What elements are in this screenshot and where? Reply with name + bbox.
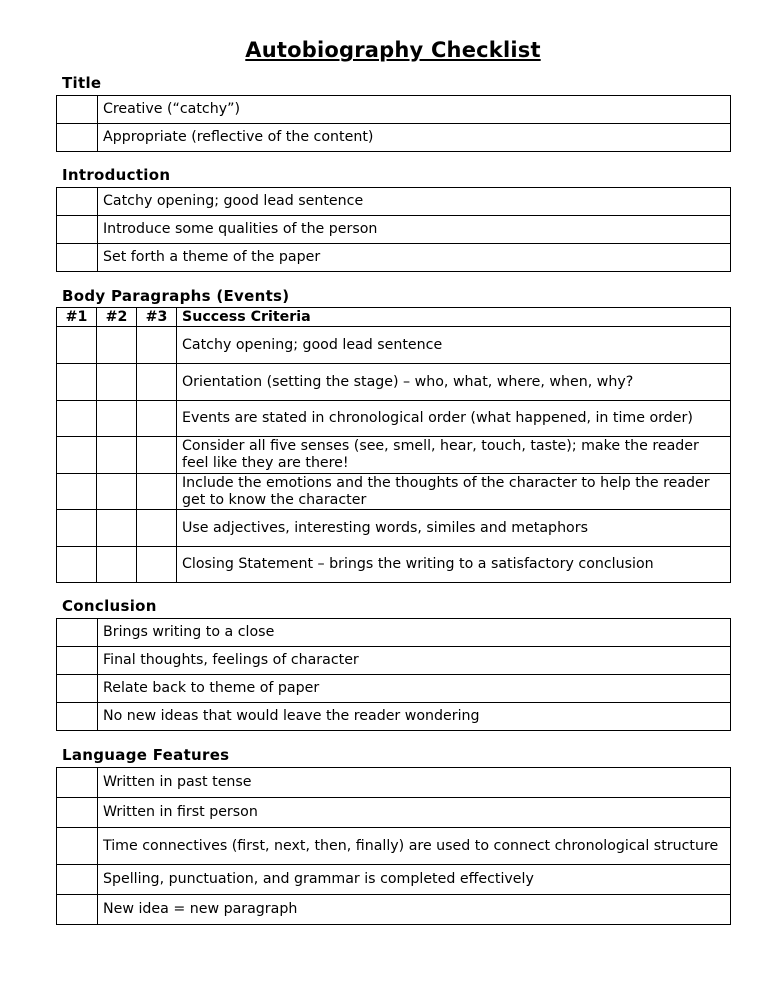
checklist-row xyxy=(57,547,731,583)
checkbox-cell[interactable] xyxy=(57,828,98,865)
checklist-row xyxy=(57,124,731,152)
page-title: Autobiography Checklist xyxy=(245,38,541,62)
checklist-row xyxy=(57,401,731,437)
criterion-text: Events are stated in chronological order (what happened, in time order) xyxy=(177,401,731,437)
criterion-text: Use adjectives, interesting words, similes and metaphors xyxy=(177,510,731,547)
section-heading-language: Language Features xyxy=(62,746,230,764)
checkbox-cell-3[interactable] xyxy=(137,364,177,401)
checklist-row xyxy=(57,474,731,510)
checkbox-cell-2[interactable] xyxy=(97,364,137,401)
section-heading-title: Title xyxy=(62,74,102,92)
criterion-text: Spelling, punctuation, and grammar is completed effectively xyxy=(98,865,731,895)
criterion-text: Creative (“catchy”) xyxy=(98,96,731,124)
checkbox-cell-2[interactable] xyxy=(97,401,137,437)
criterion-text: Appropriate (reflective of the content) xyxy=(98,124,731,152)
checkbox-cell-2[interactable] xyxy=(97,437,137,474)
criterion-text: Orientation (setting the stage) – who, what, where, when, why? xyxy=(177,364,731,401)
checkbox-cell-1[interactable] xyxy=(57,510,97,547)
checklist-row xyxy=(57,327,731,364)
criterion-text: Introduce some qualities of the person xyxy=(98,216,731,244)
checkbox-cell[interactable] xyxy=(57,216,98,244)
checkbox-cell-3[interactable] xyxy=(137,474,177,510)
checkbox-cell[interactable] xyxy=(57,244,98,272)
checkbox-cell[interactable] xyxy=(57,188,98,216)
criterion-text: Closing Statement – brings the writing to a satisfactory conclusion xyxy=(177,547,731,583)
column-header-success-criteria: Success Criteria xyxy=(177,308,731,327)
criterion-text: No new ideas that would leave the reader wondering xyxy=(98,703,731,731)
checklist-row xyxy=(57,895,731,925)
checklist-row xyxy=(57,703,731,731)
checkbox-cell[interactable] xyxy=(57,675,98,703)
checkbox-cell-2[interactable] xyxy=(97,474,137,510)
conclusion-checklist-table xyxy=(56,618,731,731)
checkbox-cell[interactable] xyxy=(57,768,98,798)
criterion-text: Final thoughts, feelings of character xyxy=(98,647,731,675)
checklist-row xyxy=(57,188,731,216)
checkbox-cell[interactable] xyxy=(57,647,98,675)
checkbox-cell-1[interactable] xyxy=(57,401,97,437)
body-checklist-table xyxy=(56,307,731,583)
checkbox-cell[interactable] xyxy=(57,619,98,647)
column-header-3: #3 xyxy=(137,308,177,327)
checklist-row xyxy=(57,216,731,244)
column-header-1: #1 xyxy=(57,308,97,327)
introduction-checklist-table xyxy=(56,187,731,272)
criterion-text: Written in first person xyxy=(98,798,731,828)
checklist-row xyxy=(57,96,731,124)
criterion-text: Time connectives (first, next, then, finally) are used to connect chronological structure xyxy=(98,828,731,865)
section-heading-body: Body Paragraphs (Events) xyxy=(62,287,290,305)
checkbox-cell-1[interactable] xyxy=(57,327,97,364)
checklist-row xyxy=(57,510,731,547)
checklist-row xyxy=(57,675,731,703)
checkbox-cell-1[interactable] xyxy=(57,437,97,474)
criterion-text: Relate back to theme of paper xyxy=(98,675,731,703)
criterion-text: Catchy opening; good lead sentence xyxy=(177,327,731,364)
checkbox-cell[interactable] xyxy=(57,798,98,828)
checklist-row xyxy=(57,437,731,474)
checkbox-cell-3[interactable] xyxy=(137,547,177,583)
language-checklist-table xyxy=(56,767,731,925)
checklist-row xyxy=(57,798,731,828)
checklist-row xyxy=(57,768,731,798)
checkbox-cell[interactable] xyxy=(57,124,98,152)
section-heading-introduction: Introduction xyxy=(62,166,171,184)
checkbox-cell-1[interactable] xyxy=(57,547,97,583)
criterion-text: Catchy opening; good lead sentence xyxy=(98,188,731,216)
checkbox-cell-2[interactable] xyxy=(97,547,137,583)
checklist-row xyxy=(57,619,731,647)
checklist-row xyxy=(57,828,731,865)
checkbox-cell[interactable] xyxy=(57,865,98,895)
section-heading-conclusion: Conclusion xyxy=(62,597,157,615)
criterion-text: New idea = new paragraph xyxy=(98,895,731,925)
criterion-text: Include the emotions and the thoughts of the character to help the reader get to know the character xyxy=(177,474,731,510)
checkbox-cell-2[interactable] xyxy=(97,327,137,364)
checklist-row xyxy=(57,865,731,895)
table-header-row xyxy=(57,308,731,327)
criterion-text: Brings writing to a close xyxy=(98,619,731,647)
checkbox-cell-2[interactable] xyxy=(97,510,137,547)
checklist-row xyxy=(57,364,731,401)
checkbox-cell[interactable] xyxy=(57,703,98,731)
title-checklist-table xyxy=(56,95,731,152)
checkbox-cell-3[interactable] xyxy=(137,510,177,547)
checkbox-cell[interactable] xyxy=(57,895,98,925)
checkbox-cell-3[interactable] xyxy=(137,437,177,474)
criterion-text: Written in past tense xyxy=(98,768,731,798)
criterion-text: Consider all five senses (see, smell, hear, touch, taste); make the reader feel like they are there! xyxy=(177,437,731,474)
checkbox-cell-1[interactable] xyxy=(57,474,97,510)
criterion-text: Set forth a theme of the paper xyxy=(98,244,731,272)
checkbox-cell-1[interactable] xyxy=(57,364,97,401)
checkbox-cell-3[interactable] xyxy=(137,327,177,364)
column-header-2: #2 xyxy=(97,308,137,327)
checkbox-cell-3[interactable] xyxy=(137,401,177,437)
checklist-row xyxy=(57,647,731,675)
checkbox-cell[interactable] xyxy=(57,96,98,124)
checklist-row xyxy=(57,244,731,272)
